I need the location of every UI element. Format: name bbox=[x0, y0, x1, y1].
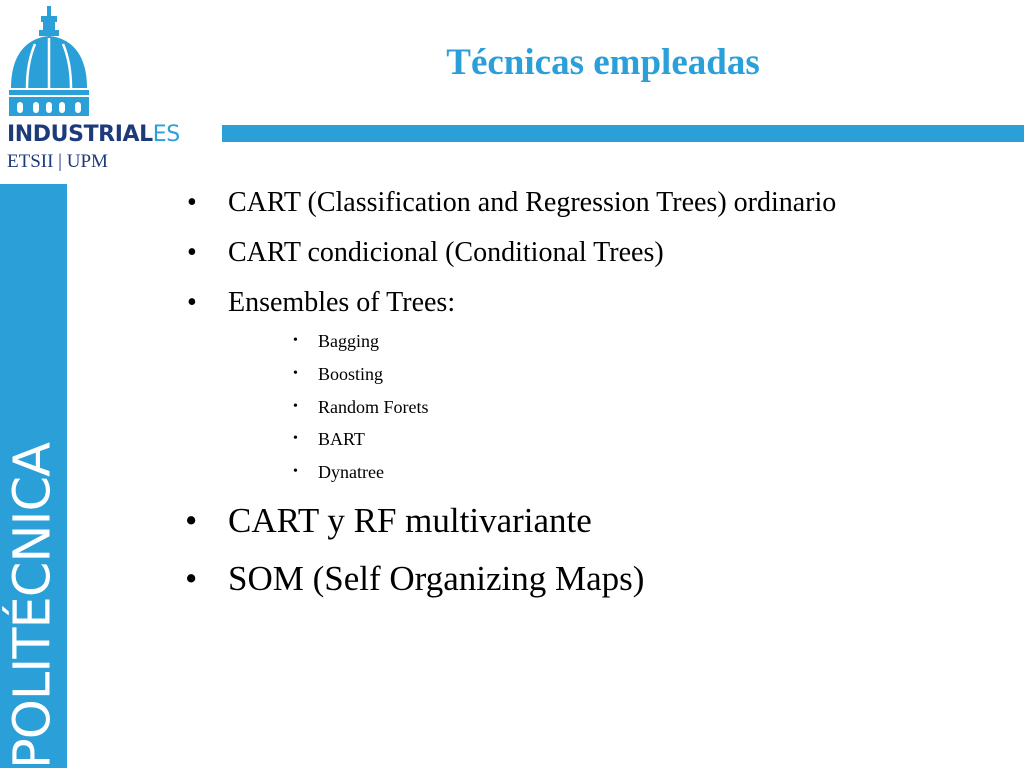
sub-bullet-text: Dynatree bbox=[318, 462, 384, 482]
bullet-text: CART condicional (Conditional Trees) bbox=[228, 237, 664, 268]
bullet-marker: • bbox=[293, 333, 298, 348]
sub-bullet-text: Random Forets bbox=[318, 397, 429, 417]
bullet-marker: • bbox=[187, 187, 197, 218]
vertical-brand-word: POLITÉCNICA bbox=[3, 442, 63, 769]
sub-bullet-text: Bagging bbox=[318, 331, 379, 351]
bullet-marker: • bbox=[185, 501, 198, 540]
bullet-text: CART (Classification and Regression Trees) ordinario bbox=[228, 187, 837, 218]
bullet-text: Ensembles of Trees: bbox=[228, 287, 456, 318]
bullet-marker: • bbox=[185, 559, 198, 598]
sub-bullet-text: Boosting bbox=[318, 364, 384, 384]
bullet-marker: • bbox=[293, 399, 298, 414]
dome-logo-icon bbox=[5, 4, 93, 116]
slide-title: Técnicas empleadas bbox=[446, 42, 760, 83]
bullet-text: CART y RF multivariante bbox=[228, 501, 592, 540]
bullet-marker: • bbox=[293, 431, 298, 446]
bullet-marker: • bbox=[293, 464, 298, 479]
header-bar bbox=[222, 125, 1024, 142]
brand-name-suffix: ES bbox=[152, 122, 180, 147]
sub-bullet-text: BART bbox=[318, 429, 365, 449]
brand-subline: ETSII | UPM bbox=[7, 151, 108, 172]
brand-name-main: INDUSTRIAL bbox=[7, 122, 153, 147]
bullet-marker: • bbox=[187, 237, 197, 268]
bullet-marker: • bbox=[187, 287, 197, 318]
bullet-marker: • bbox=[293, 366, 298, 381]
brand-name bbox=[7, 122, 180, 148]
bullet-text: SOM (Self Organizing Maps) bbox=[228, 559, 645, 598]
